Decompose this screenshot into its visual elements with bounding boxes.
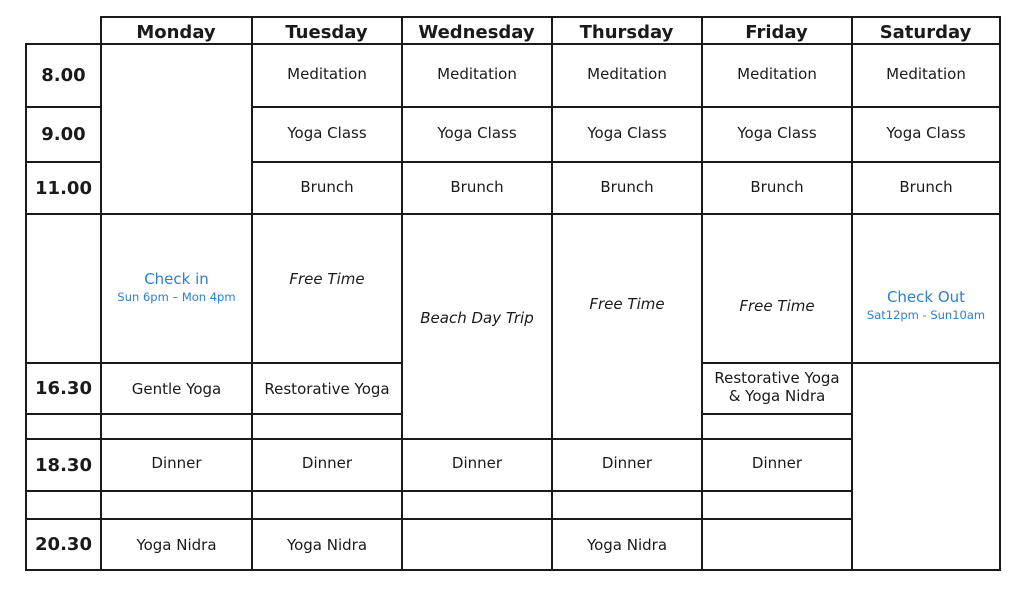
cell-wednesday-meditation: Meditation	[437, 64, 517, 83]
time-label: 18.30	[35, 454, 92, 476]
cell-friday-meditation: Meditation	[737, 64, 817, 83]
check-out-title: Check Out	[886, 287, 966, 306]
cell-tuesday-brunch: Brunch	[300, 178, 354, 196]
day-header-thursday: Thursday	[579, 22, 674, 43]
cell-friday-free-time: Free Time	[739, 296, 815, 315]
cell-thursday-yoga-class: Yoga Class	[587, 123, 667, 142]
day-header-friday: Friday	[745, 22, 808, 43]
cell-monday-yoga-nidra: Yoga Nidra	[136, 535, 217, 554]
restorative-yoga-line-1: Restorative Yoga	[714, 368, 840, 387]
cell-tuesday-yoga-class: Yoga Class	[287, 123, 367, 142]
cell-thursday-meditation: Meditation	[587, 64, 667, 83]
cell-monday-dinner: Dinner	[151, 454, 202, 472]
cell-wednesday-dinner: Dinner	[451, 454, 503, 472]
day-header-saturday: Saturday	[879, 22, 972, 43]
time-label: 9.00	[41, 124, 86, 145]
cell-thursday-brunch: Brunch	[600, 178, 654, 196]
day-header-wednesday: Wednesday	[418, 22, 535, 43]
cell-saturday-yoga-class: Yoga Class	[886, 123, 966, 142]
cell-monday-gentle-yoga: Gentle Yoga	[131, 379, 222, 398]
cell-monday-check-in	[102, 215, 251, 362]
time-label: 16.30	[35, 378, 92, 399]
check-out-detail: Sat12pm - Sun10am	[866, 307, 986, 322]
cell-saturday-brunch: Brunch	[899, 178, 953, 196]
cell-tuesday-yoga-nidra: Yoga Nidra	[286, 535, 368, 554]
row-line	[25, 413, 401, 415]
cell-friday-restorative-yoga-nidra	[703, 364, 851, 413]
cell-tuesday-free-time: Free Time	[289, 269, 365, 288]
time-label: 11.00	[35, 177, 92, 199]
row-line	[25, 490, 851, 492]
row-line	[701, 413, 851, 415]
day-header-monday: Monday	[136, 22, 216, 43]
cell-tuesday-restorative-yoga: Restorative Yoga	[264, 379, 390, 398]
border-bottom	[25, 569, 1001, 571]
time-label: 8.00	[41, 65, 86, 86]
cell-saturday-meditation: Meditation	[886, 64, 966, 83]
border-right	[999, 16, 1001, 571]
restorative-yoga-line-2: & Yoga Nidra	[728, 386, 826, 405]
check-in-detail: Sun 6pm – Mon 4pm	[117, 289, 236, 304]
cell-friday-dinner: Dinner	[751, 454, 803, 472]
check-in-title: Check in	[144, 269, 209, 288]
cell-saturday-check-out	[853, 215, 999, 362]
cell-thursday-dinner: Dinner	[601, 454, 653, 472]
cell-wednesday-brunch: Brunch	[450, 178, 504, 196]
cell-tuesday-dinner: Dinner	[301, 454, 353, 472]
cell-wednesday-yoga-class: Yoga Class	[437, 123, 517, 142]
cell-thursday-yoga-nidra: Yoga Nidra	[586, 535, 668, 554]
cell-wednesday-beach-day-trip: Beach Day Trip	[420, 308, 534, 327]
day-header-tuesday: Tuesday	[285, 22, 368, 43]
time-label: 20.30	[35, 534, 92, 555]
cell-friday-brunch: Brunch	[750, 178, 804, 196]
cell-tuesday-meditation: Meditation	[287, 64, 367, 83]
cell-thursday-free-time: Free Time	[589, 294, 665, 313]
cell-friday-yoga-class: Yoga Class	[737, 123, 817, 142]
